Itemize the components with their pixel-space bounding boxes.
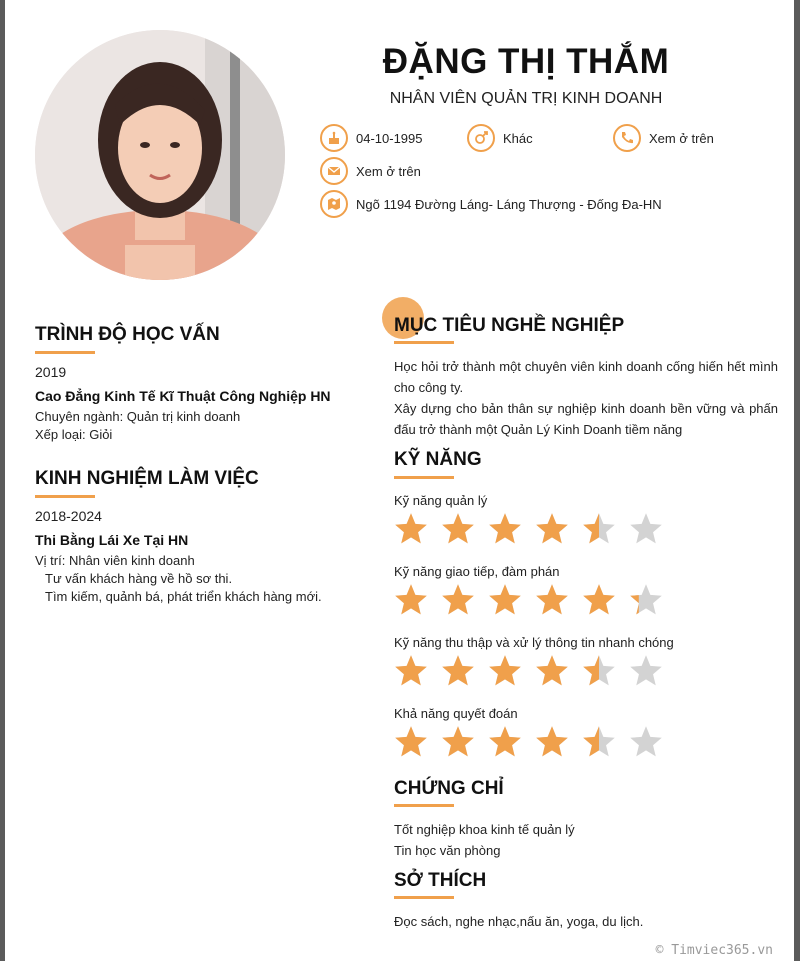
address-value: Ngõ 1194 Đường Láng- Láng Thượng - Đống Đa-HN [356,196,662,212]
hobbies-text: Đọc sách, nghe nhạc,nấu ăn, yoga, du lịch. [394,914,644,929]
hobbies-underline [394,896,454,899]
star-icon [440,582,476,618]
avatar [35,30,285,280]
skill-label: Khả năng quyết đoán [394,706,518,721]
skill-rating [393,724,675,760]
experience-position: Vị trí: Nhân viên kinh doanh [35,553,195,568]
birthday-value: 04-10-1995 [356,130,423,146]
skill-rating [393,653,675,689]
star-icon [393,724,429,760]
objective-line: Học hỏi trở thành một chuyên viên kinh doanh cống hiến hết mình cho công ty. [394,359,778,395]
skill-label: Kỹ năng giao tiếp, đàm phán [394,564,560,579]
experience-heading: KINH NGHIỆM LÀM VIỆC [35,468,259,489]
skill-label: Kỹ năng thu thập và xử lý thông tin nhanh chóng [394,635,674,650]
education-underline [35,351,95,354]
contact-phone[interactable] [613,124,714,152]
objective-underline [394,341,454,344]
gender-icon [467,124,495,152]
gender-value: Khác [503,130,533,146]
certificate-item: Tốt nghiệp khoa kinh tế quản lý [394,822,575,837]
candidate-name: ĐẶNG THỊ THẮM [382,42,670,81]
candidate-job-title: NHÂN VIÊN QUẢN TRỊ KINH DOANH [389,90,663,107]
objective-line: Xây dựng cho bản thân sự nghiệp kinh doanh bền vững và phấn đấu trở thành một Quản Lý Kinh Doanh tiềm năng [394,401,778,437]
star-icon [581,511,617,547]
contact-birthday [320,124,423,152]
page-edge-left [0,0,5,961]
star-icon [628,724,664,760]
education-major: Chuyên ngành: Quản trị kinh doanh [35,409,241,424]
experience-task: Tìm kiếm, quảnh bá, phát triển khách hàng mới. [45,589,322,604]
certificates-heading: CHỨNG CHỈ [394,778,504,799]
contact-gender [467,124,533,152]
star-icon [440,511,476,547]
star-icon [487,653,523,689]
email-icon [320,157,348,185]
star-icon [393,582,429,618]
education-school: Cao Đẳng Kinh Tế Kĩ Thuật Công Nghiệp HN [35,388,331,404]
contact-address [320,190,662,218]
education-grade: Xếp loại: Giỏi [35,427,113,442]
skill-rating [393,582,675,618]
certificates-underline [394,804,454,807]
star-icon [393,653,429,689]
star-icon [628,582,664,618]
birthday-cake-icon [320,124,348,152]
hobbies-heading: SỞ THÍCH [394,870,487,891]
watermark: © Timviec365.vn [655,943,773,958]
star-icon [581,582,617,618]
star-icon [487,511,523,547]
star-icon [534,724,570,760]
phone-value: Xem ở trên [649,130,714,146]
skill-rating [393,511,675,547]
experience-task: Tư vấn khách hàng về hồ sơ thi. [45,571,233,586]
skill-label: Kỹ năng quản lý [394,493,488,508]
star-icon [393,511,429,547]
experience-company: Thi Bằng Lái Xe Tại HN [35,532,189,548]
skills-underline [394,476,454,479]
star-icon [487,582,523,618]
certificate-item: Tin học văn phòng [394,843,501,858]
email-value: Xem ở trên [356,163,421,179]
star-icon [440,724,476,760]
education-heading: TRÌNH ĐỘ HỌC VẤN [35,324,220,345]
objective-heading: MỤC TIÊU NGHỀ NGHIỆP [394,315,625,336]
star-icon [440,653,476,689]
star-icon [534,511,570,547]
star-icon [581,724,617,760]
skills-heading: KỸ NĂNG [394,449,482,470]
experience-period: 2018-2024 [35,508,102,524]
star-icon [487,724,523,760]
star-icon [534,653,570,689]
contact-email[interactable] [320,157,421,185]
star-icon [628,653,664,689]
star-icon [534,582,570,618]
star-icon [628,511,664,547]
page-edge-right [794,0,800,961]
star-icon [581,653,617,689]
map-pin-icon [320,190,348,218]
education-year: 2019 [35,364,67,380]
experience-underline [35,495,95,498]
phone-icon [613,124,641,152]
